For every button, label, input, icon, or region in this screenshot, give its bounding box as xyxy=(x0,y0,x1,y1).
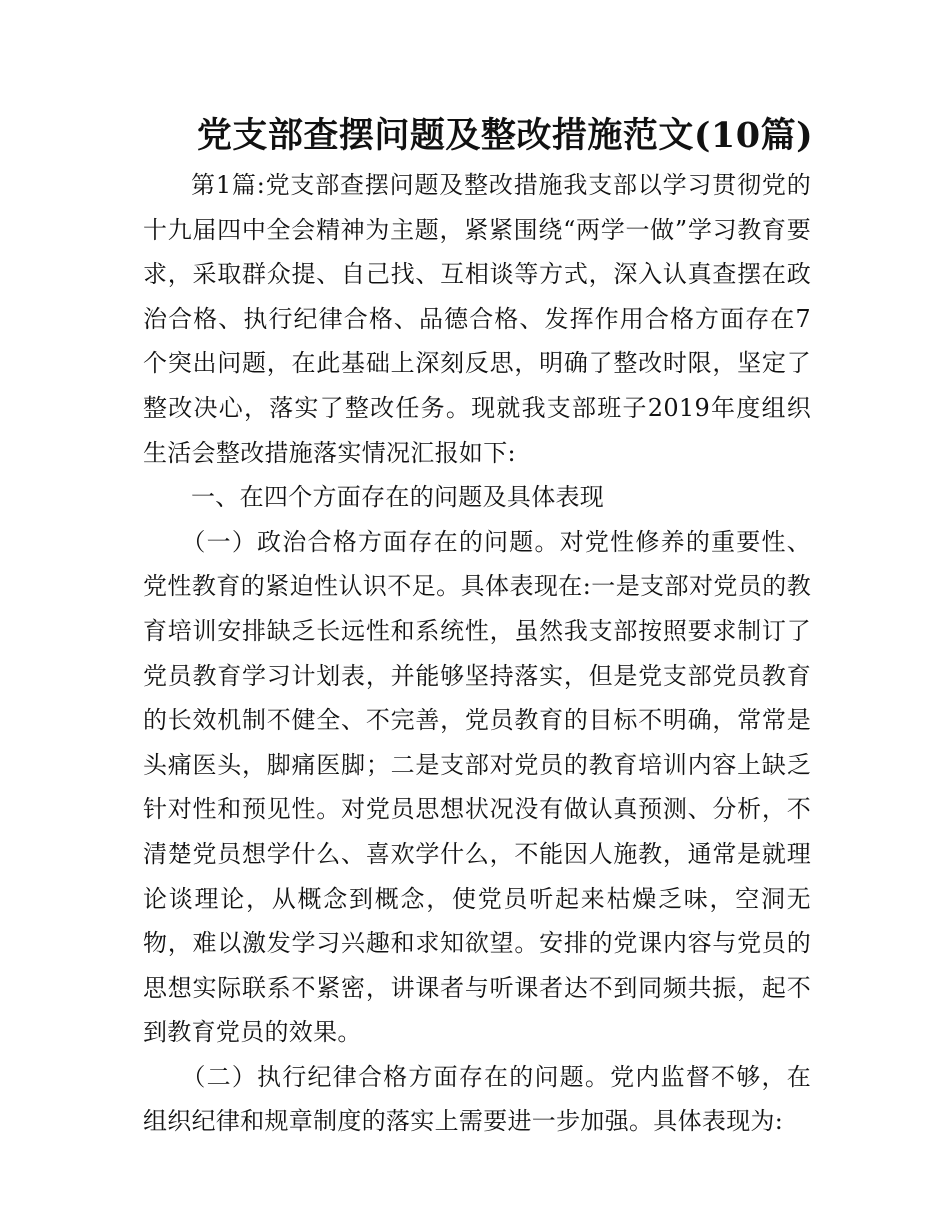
paragraph-discipline: （二）执行纪律合格方面存在的问题。党内监督不够，在组织纪律和规章制度的落实上需要进一步加强。具体表现为: xyxy=(143,1062,811,1136)
document-body xyxy=(143,163,811,1144)
paragraph-political: （一）政治合格方面存在的问题。对党性修养的重要性、党性教育的紧迫性认识不足。具体表现在:一是支部对党员的教育培训安排缺乏长远性和系统性，虽然我支部按照要求制订了党员教育学习计划表，并能够坚持落实，但是党支部党员教育的长效机制不健全、不完善，党员教育的目标不明确，常常是头痛医头，脚痛医脚；二是支部对党员的教育培训内容上缺乏针对性和预见性。对党员思想状况没有做认真预测、分析，不清楚党员想学什么、喜欢学什么，不能因人施教，通常是就理论谈理论，从概念到概念，使党员听起来枯燥乏味，空洞无物，难以激发学习兴趣和求知欲望。安排的党课内容与党员的思想实际联系不紧密，讲课者与听课者达不到同频共振，起不到教育党员的效果。 xyxy=(143,527,811,1047)
section-heading: 一、在四个方面存在的问题及具体表现 xyxy=(191,483,605,512)
document-title: 党支部查摆问题及整改措施范文(10篇) xyxy=(196,115,814,156)
paragraph-intro: 第1篇:党支部查摆问题及整改措施我支部以学习贯彻党的十九届四中全会精神为主题，紧紧围绕“两学一做”学习教育要求，采取群众提、自己找、互相谈等方式，深入认真查摆在政治合格、执行纪律合格、品德合格、发挥作用合格方面存在7个突出问题，在此基础上深刻反思，明确了整改时限，坚定了整改决心，落实了整改任务。现就我支部班子2019年度组织生活会整改措施落实情况汇报如下: xyxy=(143,171,811,467)
